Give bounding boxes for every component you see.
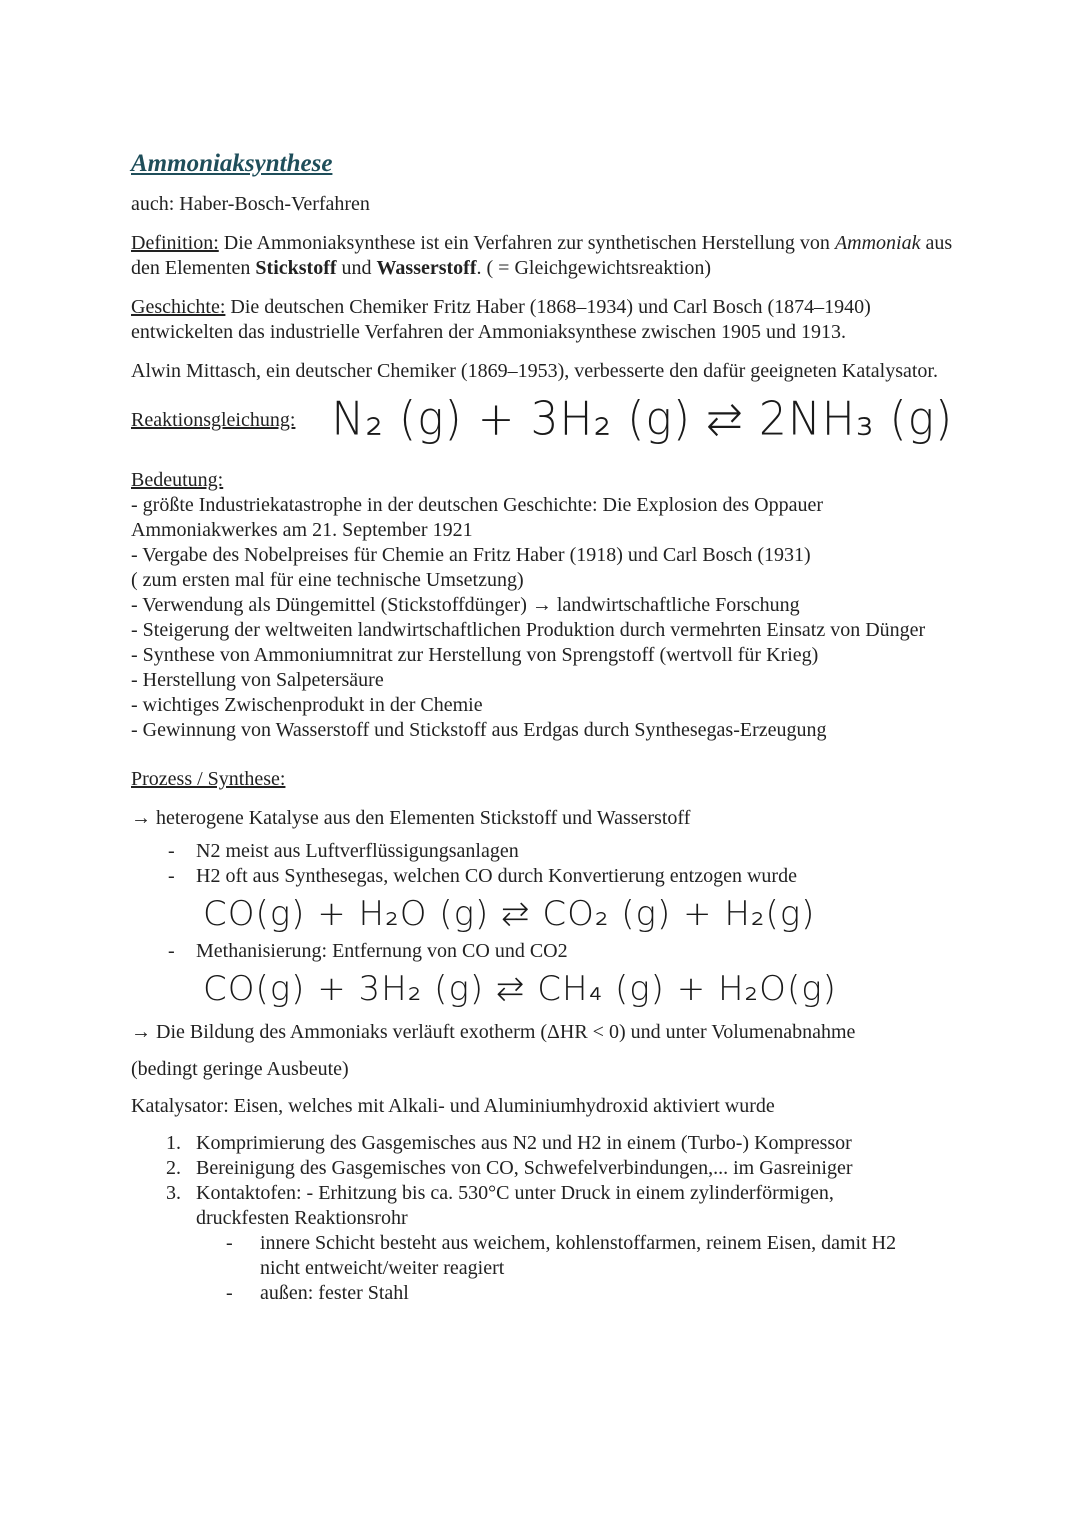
katalysator-line: Katalysator: Eisen, welches mit Alkali- und Aluminiumhydroxid aktiviert wurde [131, 1095, 775, 1117]
prozess-dash-list [168, 839, 961, 889]
list-item: 1. Komprimierung des Gasgemisches aus N2 und H2 in einem (Turbo-) Kompressor [166, 1132, 852, 1154]
subtitle: auch: Haber-Bosch-Verfahren [131, 193, 370, 215]
definition-label: Definition: [131, 232, 219, 254]
bedeutung-item: - größte Industriekatastrophe in der deutschen Geschichte: Die Explosion des Oppauer Ammoniakwerkes am 21. September 1921 [131, 494, 824, 541]
document-page [131, 148, 961, 1306]
list-item: - Methanisierung: Entfernung von CO und CO2 [168, 940, 568, 962]
exotherm-line: → Die Bildung des Ammoniaks verläuft exotherm (ΔHR < 0) und unter Volumenabnahme [131, 1021, 856, 1043]
bedeutung-label: Bedeutung: [131, 469, 224, 491]
list-item: - außen: fester Stahl [226, 1282, 409, 1304]
mittasch-paragraph: Alwin Mittasch, ein deutscher Chemiker (1869–1953), verbesserte den dafür geeigneten Katalysator. [131, 360, 938, 382]
bedeutung-item: - Synthese von Ammoniumnitrat zur Herstellung von Sprengstoff (wertvoll für Krieg) [131, 644, 819, 666]
reaction-label: Reaktionsgleichung: [131, 408, 296, 431]
prozess-section [131, 767, 961, 1306]
list-item: - H2 oft aus Synthesegas, welchen CO durch Konvertierung entzogen wurde [168, 865, 797, 887]
bedeutung-item: ( zum ersten mal für eine technische Umsetzung) [131, 569, 524, 591]
kontaktofen-sub-list [226, 1231, 961, 1306]
list-item: - innere Schicht besteht aus weichem, kohlenstoffarmen, reinem Eisen, damit H2 nicht entweicht/weiter reagiert [226, 1232, 897, 1279]
bedeutung-item: - Herstellung von Salpetersäure [131, 669, 384, 691]
reaction-equation-row [131, 390, 961, 450]
bedeutung-item: - Verwendung als Düngemittel (Stickstoffdünger) → landwirtschaftliche Forschung [131, 594, 800, 616]
stickstoff-term: Stickstoff [255, 257, 337, 279]
prozess-arrow-line: → heterogene Katalyse aus den Elementen Stickstoff und Wasserstoff [131, 807, 691, 829]
geschichte-paragraph: Geschichte: Die deutschen Chemiker Fritz Haber (1868–1934) und Carl Bosch (1874–1940) entwickelten das industrielle Verfahren der Ammoniaksynthese zwischen 1905 und 1913. [131, 296, 871, 343]
bedeutung-item: - Gewinnung von Wasserstoff und Stickstoff aus Erdgas durch Synthesegas-Erzeugung [131, 719, 827, 741]
wasserstoff-term: Wasserstoff [376, 257, 477, 279]
list-item: 3. Kontaktofen: - Erhitzung bis ca. 530°C unter Druck in einem zylinderförmigen, druckfesten Reaktionsrohr [166, 1182, 834, 1229]
ammoniak-term: Ammoniak [834, 232, 921, 254]
prozess-dash-list-2 [168, 939, 961, 964]
handwritten-reaction-equation: N₂ (g) + 3H₂ (g) ⇄ 2NH₃ (g) [331, 392, 954, 447]
list-item: - N2 meist aus Luftverflüssigungsanlagen [168, 840, 519, 862]
bedeutung-section [131, 468, 961, 743]
bedeutung-item: - wichtiges Zwischenprodukt in der Chemie [131, 694, 483, 716]
bedeutung-item: - Steigerung der weltweiten landwirtschaftlichen Produktion durch vermehrten Einsatz von Dünger [131, 619, 926, 641]
page-title: Ammoniaksynthese [131, 150, 333, 177]
bedeutung-item: - Vergabe des Nobelpreises für Chemie an Fritz Haber (1918) und Carl Bosch (1931) [131, 544, 811, 566]
list-item: 2. Bereinigung des Gasgemisches von CO, Schwefelverbindungen,... im Gasreiniger [166, 1157, 853, 1179]
ausbeute-line: (bedingt geringe Ausbeute) [131, 1058, 349, 1080]
prozess-label: Prozess / Synthese: [131, 768, 286, 790]
handwritten-methanation-equation: CO(g) + 3H₂ (g) ⇄ CH₄ (g) + H₂O(g) [203, 969, 837, 1009]
definition-paragraph: Definition: Die Ammoniaksynthese ist ein Verfahren zur synthetischen Herstellung von Ammoniak aus den Elementen Stickstoff und Wasserstoff. ( = Gleichgewichtsreaktion) [131, 232, 953, 279]
geschichte-label: Geschichte: [131, 296, 226, 318]
handwritten-conversion-equation: CO(g) + H₂O (g) ⇄ CO₂ (g) + H₂(g) [203, 894, 816, 934]
process-steps-list [166, 1131, 961, 1231]
